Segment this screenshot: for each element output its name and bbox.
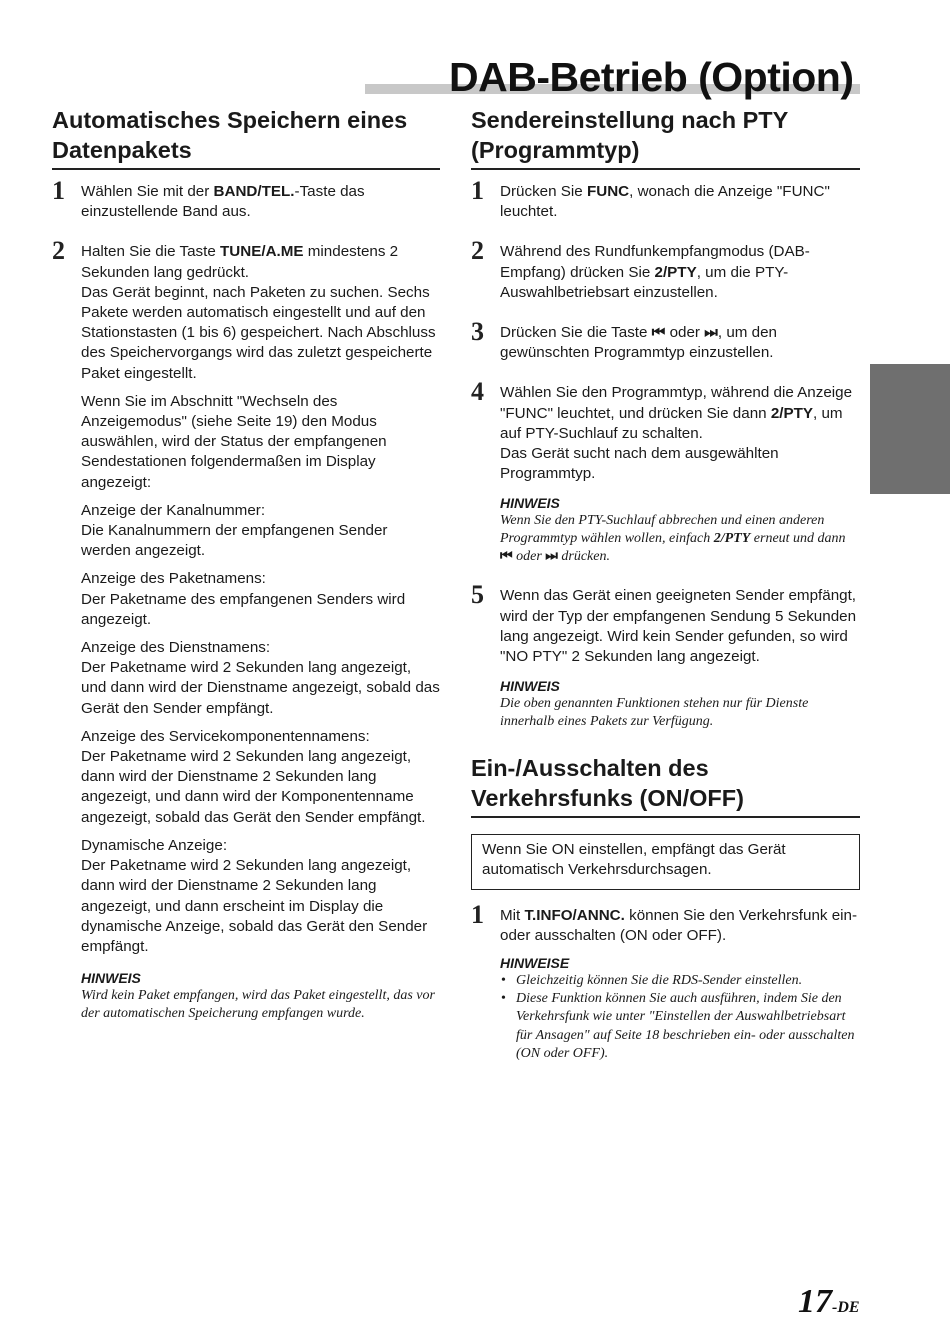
skip-back-icon: ⏮ [651,324,666,342]
paragraph-channel-number: Anzeige der Kanalnummer: Die Kanalnummern der empfangenen Sender werden angezeigt. [81,501,388,560]
note-body: Die oben genannten Funktionen stehen nur für Dienste innerhalb eines Pakets zur Verfügung. [500,696,809,730]
section-heading-traffic: Ein-/Ausschalten des Verkehrsfunks (ON/OFF) [471,753,860,818]
step-text-continued: Das Gerät sucht nach dem ausgewählten Programmtyp. [500,445,779,483]
step-2 [471,236,860,303]
note-heading: HINWEIS [500,678,560,695]
step-number: 1 [52,176,65,205]
note-pty-cancel [500,494,860,566]
info-box: Wenn Sie ON einstellen, empfängt das Gerät automatisch Verkehrsdurchsagen. [471,834,860,889]
step-4 [471,377,860,484]
note-body: Wird kein Paket empfangen, wird das Paket eingestellt, das vor der automatischen Speicherung empfangen wurde. [81,988,435,1022]
step-text: Wählen Sie mit der BAND/TEL.-Taste das einzustellende Band aus. [81,183,365,221]
step-1 [52,176,440,222]
step-text: Wählen Sie den Programmtyp, während die Anzeige "FUNC" leuchtet, und drücken Sie dann 2/PTY, um auf PTY-Suchlauf zu schalten. [500,384,853,442]
paragraph-service-name: Anzeige des Dienstnamens: Der Paketname wird 2 Sekunden lang angezeigt, und dann wird der Dienstname angezeigt, sobald das Gerät den Sender empfängt. [81,639,440,717]
paragraph-display-status: Wenn Sie im Abschnitt "Wechseln des Anzeigemodus" (siehe Seite 19) den Modus auswählen, wird der Status der empfangenen Sendestationen folgendermaßen im Display angezeigt: [81,392,387,491]
step-text: Halten Sie die Taste TUNE/A.ME mindestens 2 Sekunden lang gedrückt. [81,243,399,281]
step-number: 1 [471,176,484,205]
step-number: 3 [471,317,484,347]
step-number: 1 [471,899,484,929]
paragraph-component-name: Anzeige des Servicekomponentennamens: Der Paketname wird 2 Sekunden lang angezeigt, dann wird der Dienstname 2 Sekunden lang angezeigt, und dann wird der Komponentenname angezeigt, sobald das Gerät den Sender empfängt. [81,727,426,826]
notes-traffic [500,954,860,1063]
step-1 [471,176,860,222]
skip-back-icon: ⏮ [500,549,513,565]
note-heading: HINWEIS [81,970,141,987]
note-item: • Gleichzeitig können Sie die RDS-Sender einstellen. [500,972,860,990]
note-left [81,969,440,1023]
step-text: Während des Rundfunkempfangmodus (DAB-Empfang) drücken Sie 2/PTY, um die PTY-Auswahlbetriebsart einzustellen. [500,243,810,301]
step-2 [52,236,440,383]
note-heading: HINWEIS [500,495,560,512]
step-text: Drücken Sie die Taste ⏮ oder ⏭, um den gewünschten Programmtyp einzustellen. [500,324,777,362]
note-pty-services [500,677,860,731]
step-text: Drücken Sie FUNC, wonach die Anzeige "FUNC" leuchtet. [500,183,830,221]
step-number: 2 [471,236,484,266]
note-item: • Diese Funktion können Sie auch ausführen, indem Sie den Verkehrsfunk wie unter "Einstellen der Auswahlbetriebsart für Ansagen" auf Seite 18 beschrieben ein- oder ausschalten (ON oder OFF). [500,990,860,1063]
note-list [500,972,860,1063]
skip-forward-icon: ⏭ [545,549,558,565]
right-column [471,105,860,1063]
step-number: 2 [52,236,65,266]
paragraph-package-name: Anzeige des Paketnamens: Der Paketname des empfangenen Senders wird angezeigt. [81,570,406,628]
section-heading-pty: Sendereinstellung nach PTY (Programmtyp) [471,105,860,170]
step-1-traffic [471,899,860,946]
page-number: 17-DE [798,1283,860,1320]
note-body: Wenn Sie den PTY-Suchlauf abbrechen und einen anderen Programmtyp wählen wollen, einfach 2/PTY erneut und dann ⏮ oder ⏭ drücken. [500,513,846,565]
step-number: 4 [471,377,484,407]
step-number: 5 [471,580,484,610]
step-5 [471,580,860,667]
step-text-continued: Das Gerät beginnt, nach Paketen zu suchen. Sechs Pakete werden automatisch eingestellt und auf den Stationstasten (1 bis 6) gespeichert. Nach Abschluss des Speichervorgangs wird das zuletzt gespeicherte Paket eingestellt. [81,283,436,382]
skip-forward-icon: ⏭ [704,324,718,342]
step-3 [471,317,860,363]
page-number-suffix: -DE [832,1299,860,1316]
left-column [52,105,440,1023]
step-text: Mit T.INFO/ANNC. können Sie den Verkehrsfunk ein- oder ausschalten (ON oder OFF). [500,906,858,944]
paragraph-dynamic-display: Dynamische Anzeige: Der Paketname wird 2 Sekunden lang angezeigt, dann wird der Dienstname 2 Sekunden lang angezeigt, und dann erscheint im Display die dynamische Anzeige, sobald das Gerät den Sender empfängt. [81,836,428,955]
side-tab [870,364,950,494]
section-heading-auto-store: Automatisches Speichern eines Datenpakets [52,105,440,170]
note-heading: HINWEISE [500,955,570,972]
page-title: DAB-Betrieb (Option) [449,54,854,100]
step-text: Wenn das Gerät einen geeigneten Sender empfängt, wird der Typ der empfangenen Sendung 5 Sekunden lang angezeigt. Wird kein Sender gefunden, so wird "NO PTY" 2 Sekunden lang angezeigt. [500,587,857,666]
